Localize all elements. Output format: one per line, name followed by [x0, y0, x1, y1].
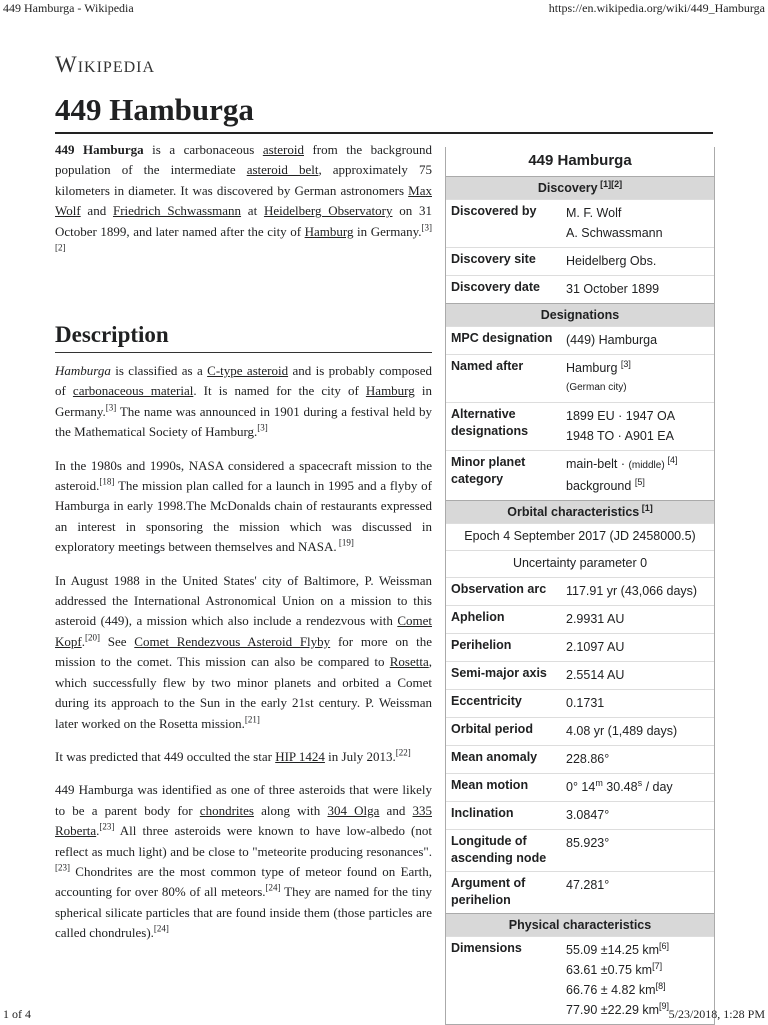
infobox-row: Discovery date 31 October 1899 — [446, 275, 714, 303]
reference[interactable]: [24] — [153, 923, 169, 934]
infobox-section-discovery: Discovery [1][2] — [446, 176, 714, 199]
section-heading-description: Description — [55, 320, 432, 353]
link-c-type-asteroid[interactable]: C-type asteroid — [207, 363, 289, 378]
link-chondrites[interactable]: chondrites — [199, 802, 254, 818]
reference[interactable]: [7] — [652, 960, 663, 971]
link-asteroid[interactable]: asteroid — [262, 142, 304, 157]
link-craf[interactable]: Comet Rendezvous Asteroid Flyby — [134, 633, 331, 649]
infobox-row: Aphelion 2.9931 AU — [446, 605, 714, 633]
reference[interactable]: [24] — [265, 883, 281, 894]
print-header — [0, 0, 768, 20]
link-hamburg[interactable]: Hamburg — [304, 223, 354, 239]
infobox-row: Minor planet category main-belt · (middle) [4] background [5] — [446, 450, 714, 500]
reference[interactable]: [3] — [105, 402, 117, 413]
link-hip-1424[interactable]: HIP 1424 — [275, 748, 325, 764]
infobox-row: MPC designation (449) Hamburga — [446, 326, 714, 354]
reference[interactable]: [22] — [395, 747, 411, 758]
reference[interactable]: [3] — [257, 422, 268, 433]
paragraph: It was predicted that 449 occulted the star HIP 1424 in July 2013.[22] — [55, 747, 411, 764]
infobox-section-orbital: Orbital characteristics [1] — [446, 500, 714, 523]
reference[interactable]: [21] — [244, 714, 260, 725]
page-title: 449 Hamburga — [55, 90, 713, 134]
paragraph: In the 1980s and 1990s, NASA considered a spacecraft mission to the asteroid.[18] The mission plan called for a launch in 1995 and a flyby of Hamburga in early 1998.The McDonalds chain of restaurants expressed an interest in sponsoring the mission which was discussed in exploratory meetings between themselves and NASA. [19] — [55, 457, 432, 555]
infobox-row: Orbital period 4.08 yr (1,489 days) — [446, 717, 714, 745]
infobox-row: Discovered by M. F. Wolf A. Schwassmann — [446, 199, 714, 247]
link-a-schwassmann[interactable]: A. Schwassmann — [566, 226, 663, 240]
link-carbonaceous-material[interactable]: carbonaceous material — [72, 383, 194, 399]
infobox — [445, 147, 715, 1025]
infobox-row: Perihelion 2.1097 AU — [446, 633, 714, 661]
infobox-row: Inclination 3.0847° — [446, 801, 714, 829]
link-hamburg[interactable]: Hamburg — [365, 383, 415, 399]
link-heidelberg-observatory[interactable]: Heidelberg Observatory — [263, 203, 393, 219]
link-304-olga[interactable]: 304 Olga — [327, 802, 380, 818]
infobox-row: Dimensions 55.09 ±14.25 km[6] 63.61 ±0.75 km[7] 66.76 ± 4.82 km[8] 77.90 ±22.29 km[9] — [446, 936, 714, 1024]
reference[interactable]: [1] — [639, 502, 653, 513]
link-rosetta[interactable]: Rosetta — [389, 654, 429, 670]
link-335-roberta[interactable]: 335 Roberta — [55, 802, 432, 839]
print-datetime: 5/23/2018, 1:28 PM — [668, 1007, 765, 1021]
wikipedia-wordmark[interactable]: Wikipedia — [55, 52, 156, 77]
reference[interactable]: [20] — [84, 632, 100, 643]
infobox-row: Discovery site Heidelberg Obs. — [446, 247, 714, 275]
lead-paragraph: 449 Hamburga is a carbonaceous asteroid from the background population of the intermediate asteroid belt, approximately 75 kilometers in diameter. It was discovered by German astronomers Max Wolf and Friedrich Schwassmann at Heidelberg Observatory on 31 October 1899, and later named after the city of Hamburg in Germany.[3][2] — [55, 142, 432, 253]
infobox-row: Mean motion 0° 14$^m$ 30.48$^s$ / day — [446, 773, 714, 801]
paragraph: Hamburga is classified as a C-type asteroid and is probably composed of carbonaceous material. It is named for the city of Hamburg in Germany.[3] The name was announced in 1901 during a festival held by the Mathematical Society of Hamburg.[3] — [55, 363, 432, 440]
link-comet-kopf[interactable]: Comet Kopf — [55, 613, 432, 649]
paragraph: 449 Hamburga was identified as one of three asteroids that were likely to be a parent body for chondrites along with 304 Olga and 335 Roberta.[23] All three asteroids were known to have low-albedo (not reflect as much light) and be close to "meteorite producing resonances".[23] Chondrites are the most common type of meteor found on Earth, accounting for over 80% of all meteors.[24] They are named for the tiny spherical silicate particles that are found inside them (those particles are called chondrules).[24] — [55, 782, 432, 941]
print-footer — [0, 1004, 768, 1024]
reference[interactable]: [23] — [55, 862, 70, 873]
infobox-epoch: Epoch 4 September 2017 (JD 2458000.5) — [446, 523, 714, 550]
reference[interactable]: [1][2] — [597, 178, 623, 189]
reference[interactable]: [19] — [336, 537, 354, 548]
print-page-title: 449 Hamburga - Wikipedia — [3, 1, 134, 15]
reference[interactable]: [4] — [667, 454, 678, 465]
infobox-title: 449 Hamburga — [528, 152, 632, 169]
infobox-row: Argument of perihelion 47.281° — [446, 871, 714, 913]
reference[interactable]: [8] — [655, 980, 666, 991]
infobox-row: Observation arc 117.91 yr (43,066 days) — [446, 577, 714, 605]
reference[interactable]: [5] — [634, 476, 645, 487]
link-friedrich-schwassmann[interactable]: Friedrich Schwassmann — [112, 203, 242, 219]
lead-section — [55, 140, 432, 275]
reference[interactable]: [23] — [99, 821, 115, 832]
print-url: https://en.wikipedia.org/wiki/449_Hamburga — [548, 1, 765, 15]
infobox-row: Alternative designations 1899 EU · 1947 OA 1948 TO · A901 EA — [446, 402, 714, 450]
reference[interactable]: [9] — [659, 1000, 670, 1011]
reference[interactable]: [3][2] — [55, 222, 432, 253]
link-hamburg[interactable]: Hamburg — [566, 361, 621, 375]
link-m-f-wolf[interactable]: M. F. Wolf — [566, 206, 622, 220]
reference[interactable]: [18] — [99, 476, 115, 487]
infobox-section-designations: Designations — [446, 303, 714, 326]
infobox-uncertainty[interactable]: Uncertainty parameter 0 — [446, 550, 714, 577]
infobox-row: Mean anomaly 228.86° — [446, 745, 714, 773]
infobox-row: Named after Hamburg [3] (German city) — [446, 354, 714, 402]
paragraph: In August 1988 in the United States' city of Baltimore, P. Weissman addressed the International Astronomical Union on a mission to this asteroid (449), a mission which also include a rendezvous with Comet Kopf.[20] See Comet Rendezvous Asteroid Flyby for more on the mission to the comet. This mission can also be compared to Rosetta, which successfully flew by two minor planets and orbited a Comet during its approach to the Sun in the early 21st century. P. Weissman later worked on the Rosetta mission.[21] — [55, 572, 432, 731]
infobox-section-physical: Physical characteristics — [446, 913, 714, 936]
infobox-row: Eccentricity 0.1731 — [446, 689, 714, 717]
link-max-wolf[interactable]: Max Wolf — [55, 182, 432, 219]
print-page-number: 1 of 4 — [3, 1007, 31, 1021]
infobox-row: Longitude of ascending node 85.923° — [446, 829, 714, 871]
link-asteroid-belt[interactable]: asteroid belt — [246, 162, 319, 178]
infobox-row: Semi-major axis 2.5514 AU — [446, 661, 714, 689]
reference[interactable]: [6] — [659, 940, 670, 951]
reference[interactable]: [3] — [620, 358, 631, 369]
description-section — [55, 306, 432, 957]
